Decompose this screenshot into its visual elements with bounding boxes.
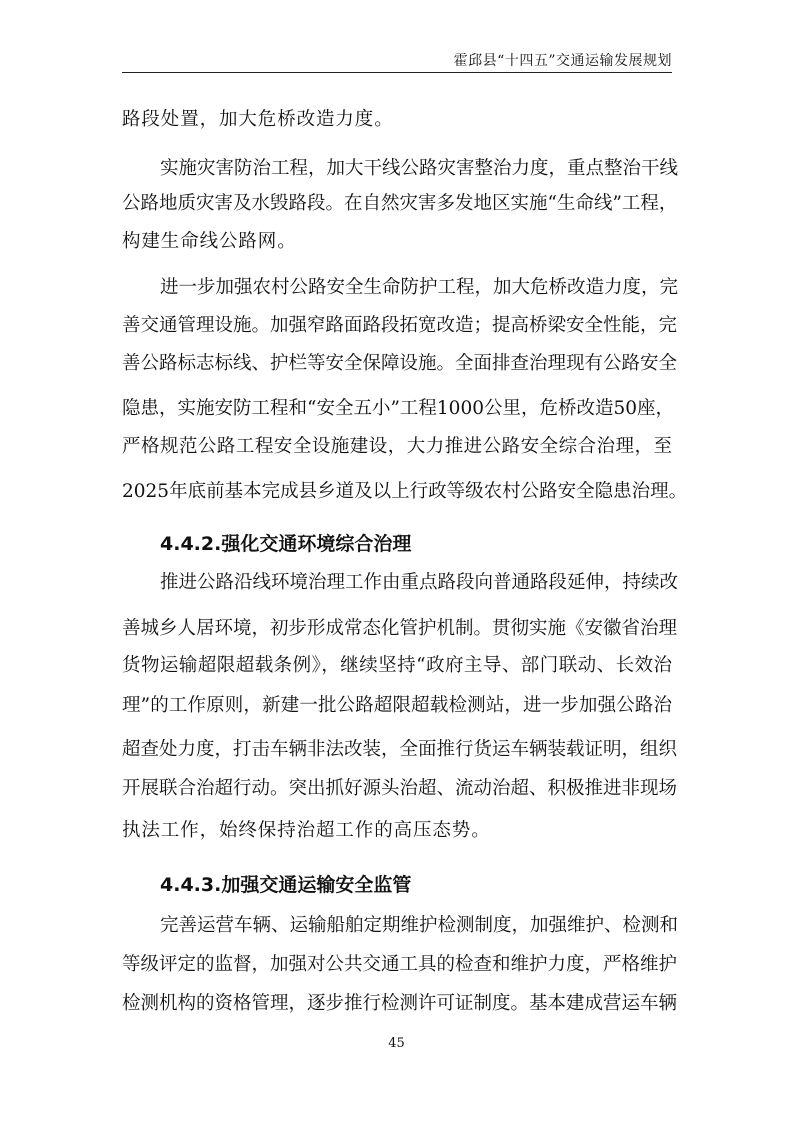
body-line: 开展联合治超行动。突出抓好源头治超、流动治超、积极推进非现场 (122, 778, 678, 799)
body-line: 完善运营车辆、运输船舶定期维护检测制度，加强维护、检测和 (160, 915, 679, 936)
body-line: 善城乡人居环境，初步形成常态化管护机制。贯彻实施《安徽省治理 (122, 618, 678, 639)
body-line: 等级评定的监督，加强对公共交通工具的检查和维护力度，严格维护 (122, 954, 678, 975)
body-line: 超查处力度，打击车辆非法改装，全面推行货运车辆装载证明，组织 (122, 739, 678, 760)
body-line: 理”的工作原则，新建一批公路超限超载检测站，进一步加强公路治 (122, 695, 672, 716)
section-heading-4-4-3: 4.4.3.加强交通运输安全监管 (160, 874, 412, 896)
header-rule (122, 72, 672, 73)
body-line: 货物运输超限超载条例》，继续坚持“政府主导、部门联动、长效治 (122, 655, 672, 676)
body-line: 推进公路沿线环境治理工作由重点路段向普通路段延伸，持续改 (160, 572, 679, 593)
body-line: 检测机构的资格管理，逐步推行检测许可证制度。基本建成营运车辆 (122, 993, 678, 1014)
body-line: 实施灾害防治工程，加大干线公路灾害整治力度，重点整治干线 (160, 158, 679, 179)
body-line: 执法工作，始终保持治超工作的高压态势。 (122, 820, 491, 841)
body-line: 构建生命线公路网。 (122, 231, 297, 252)
running-header: 霍邱县“十四五”交通运输发展规划 (453, 53, 672, 69)
body-line: 隐患，实施安防工程和“安全五小”工程1000公里，危桥改造50座， (122, 398, 675, 419)
body-line: 路段处置，加大危桥改造力度。 (122, 109, 394, 130)
body-line: 进一步加强农村公路安全生命防护工程，加大危桥改造力度，完 (160, 277, 679, 298)
body-line: 2025年底前基本完成县乡道及以上行政等级农村公路安全隐患治理。 (122, 481, 688, 502)
body-line: 公路地质灾害及水毁路段。在自然灾害多发地区实施“生命线”工程， (122, 193, 678, 214)
body-line: 善交通管理设施。加强窄路面路段拓宽改造；提高桥梁安全性能，完 (122, 315, 678, 336)
body-line: 善公路标志标线、护栏等安全保障设施。全面排查治理现有公路安全 (122, 353, 678, 374)
section-heading-4-4-2: 4.4.2.强化交通环境综合治理 (160, 533, 412, 555)
body-line: 严格规范公路工程安全设施建设，大力推进公路安全综合治理，至 (122, 436, 672, 457)
page-number: 45 (388, 1036, 405, 1051)
